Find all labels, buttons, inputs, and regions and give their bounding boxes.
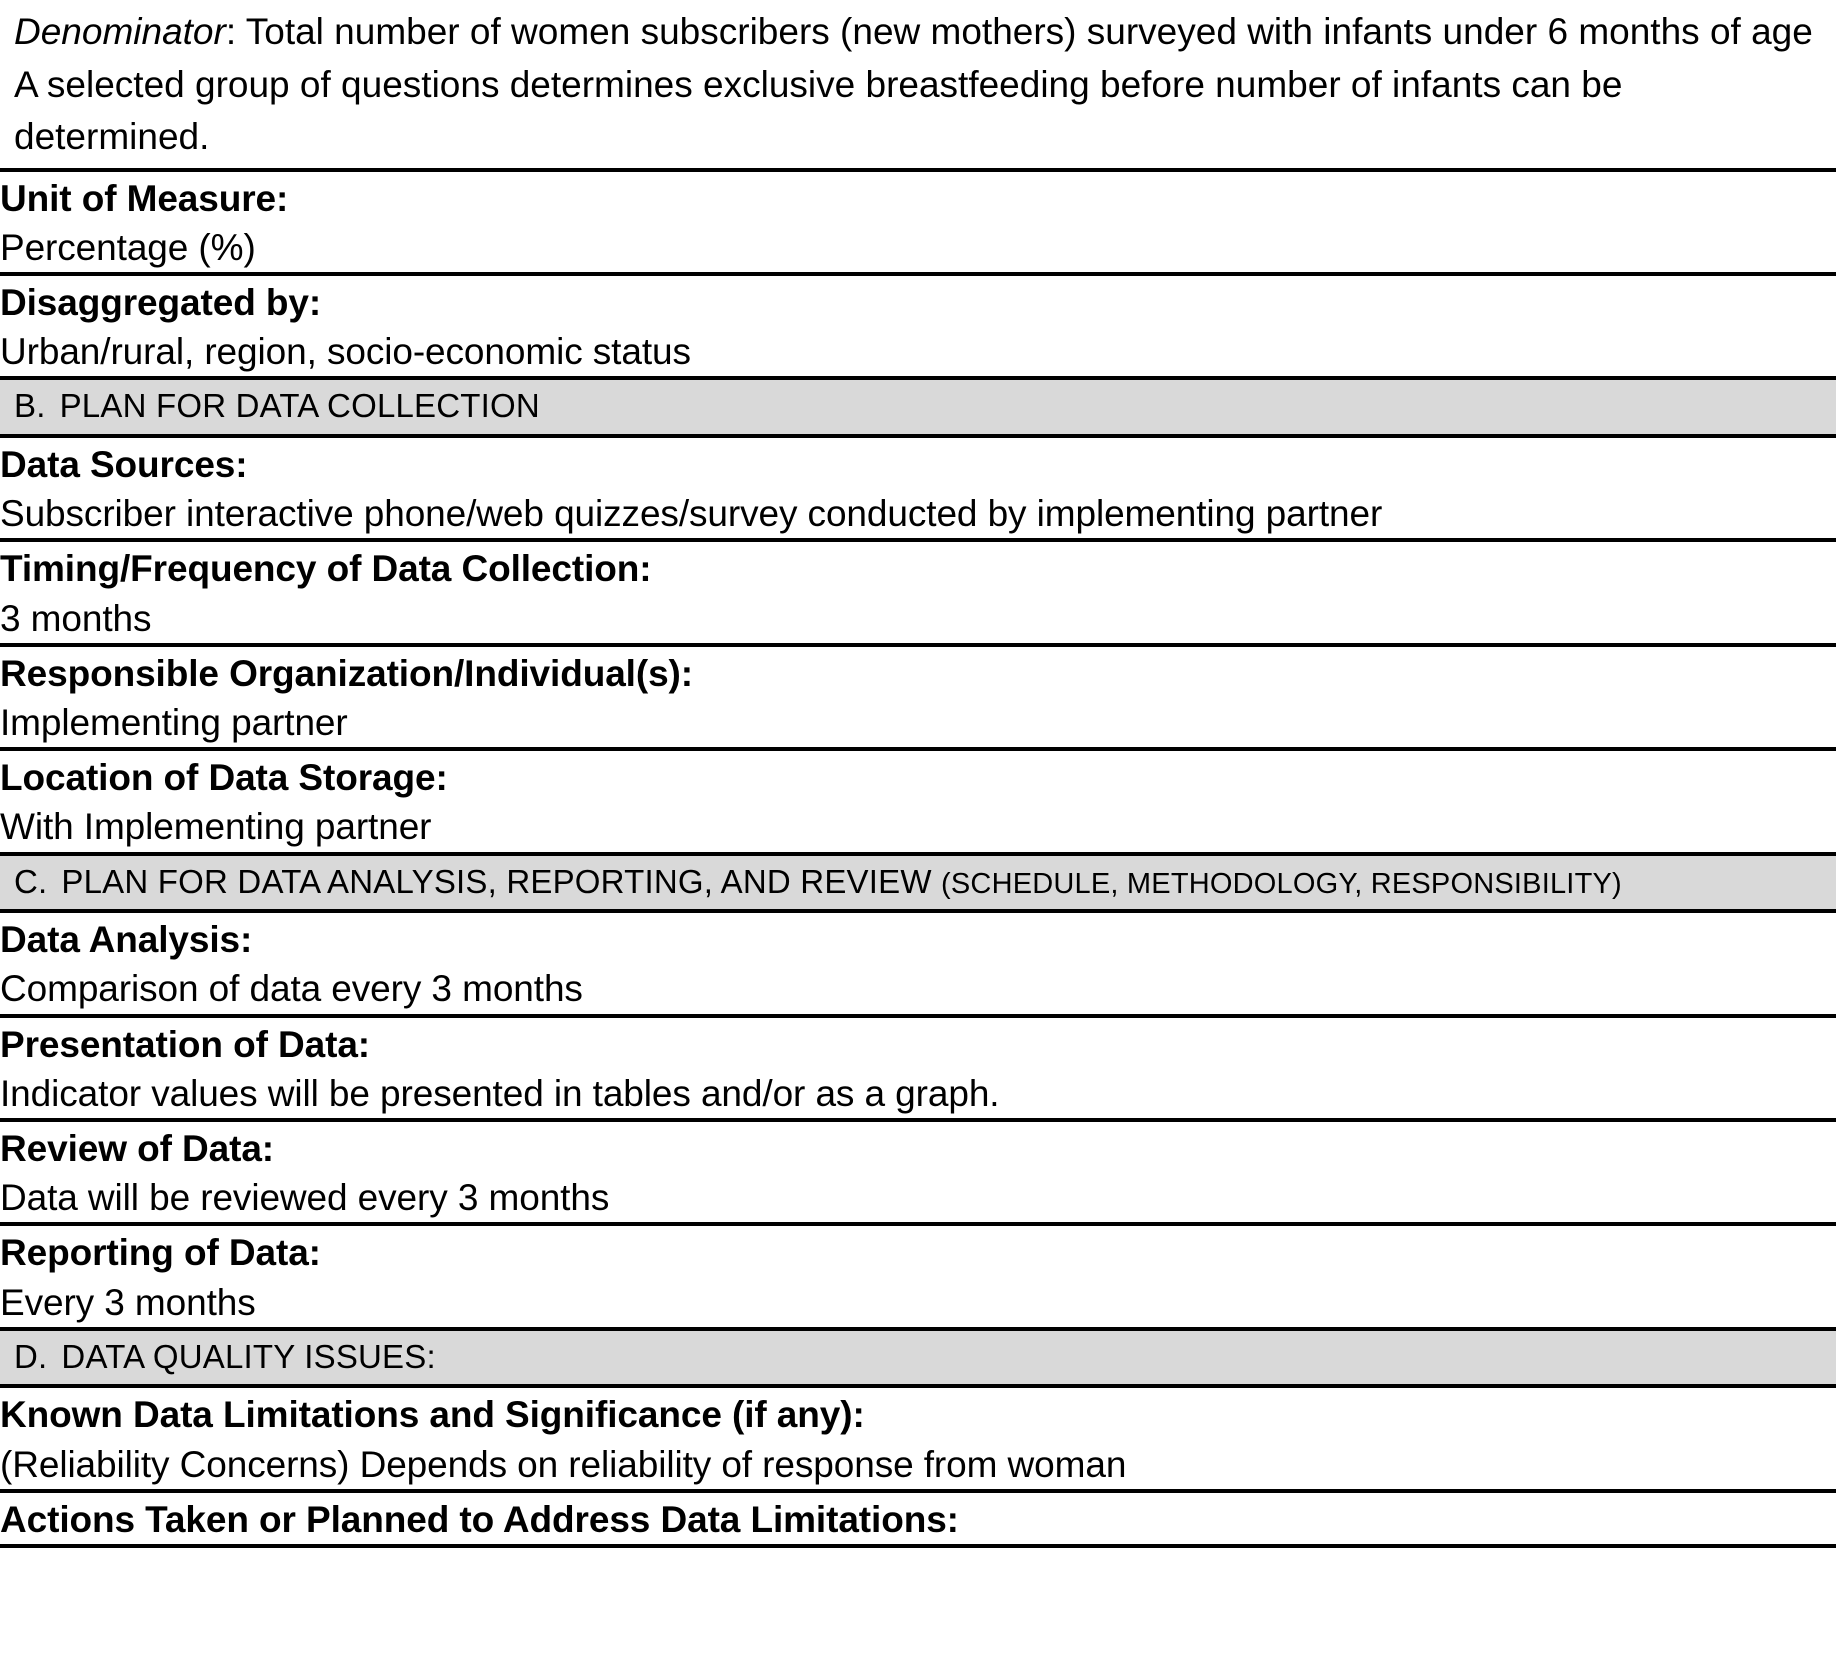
disaggregated-by-cell <box>0 274 1836 378</box>
data-sources-cell <box>0 436 1836 540</box>
section-header-b <box>0 378 1836 436</box>
review-of-data-cell <box>0 1120 1836 1224</box>
reporting-of-data-label: Reporting of Data: <box>0 1232 321 1274</box>
location-of-storage-cell <box>0 749 1836 853</box>
table-row <box>0 645 1836 749</box>
responsible-org-label: Responsible Organization/Individual(s): <box>0 652 693 694</box>
table-row <box>0 436 1836 540</box>
section-c-parenthetical: (SCHEDULE, METHODOLOGY, RESPONSIBILITY) <box>941 867 1622 900</box>
reporting-of-data-value: Every 3 months <box>0 1281 256 1323</box>
table-row <box>0 911 1836 1015</box>
denominator-text: : Total number of women subscribers (new mothers) surveyed with infants under 6 months of age <box>225 11 1813 52</box>
denominator-cell <box>0 0 1836 170</box>
denominator-label: Denominator <box>14 11 226 52</box>
table-row <box>0 854 1836 912</box>
section-d-title: DATA QUALITY ISSUES: <box>61 1337 436 1375</box>
table-row <box>0 1386 1836 1490</box>
known-limitations-value: (Reliability Concerns) Depends on reliability of response from woman <box>0 1443 1127 1485</box>
actions-taken-cell <box>0 1491 1836 1546</box>
table-row <box>0 540 1836 644</box>
location-of-storage-value: With Implementing partner <box>0 806 432 848</box>
section-c-title: PLAN FOR DATA ANALYSIS, REPORTING, AND REVIEW <box>61 862 942 900</box>
known-limitations-label: Known Data Limitations and Significance (if any): <box>0 1394 865 1436</box>
presentation-of-data-label: Presentation of Data: <box>0 1023 371 1065</box>
known-limitations-cell <box>0 1386 1836 1490</box>
responsible-org-cell <box>0 645 1836 749</box>
table-row <box>0 170 1836 274</box>
timing-frequency-cell <box>0 540 1836 644</box>
table-row <box>0 378 1836 436</box>
section-header-d <box>0 1329 1836 1387</box>
timing-frequency-value: 3 months <box>0 597 152 639</box>
table-row <box>0 1329 1836 1387</box>
data-sources-label: Data Sources: <box>0 444 248 485</box>
location-of-storage-label: Location of Data Storage: <box>0 757 448 799</box>
data-sources-value: Subscriber interactive phone/web quizzes/survey conducted by implementing partner <box>0 493 1383 535</box>
table-row <box>0 749 1836 853</box>
section-d-letter: D. <box>14 1337 48 1375</box>
table-row <box>0 0 1836 170</box>
table-row <box>0 1491 1836 1546</box>
section-c-letter: C. <box>14 862 48 900</box>
table-row <box>0 1016 1836 1120</box>
unit-of-measure-cell <box>0 170 1836 274</box>
section-b-letter: B. <box>14 387 46 425</box>
table-row <box>0 1120 1836 1224</box>
reporting-of-data-cell <box>0 1224 1836 1328</box>
timing-frequency-label: Timing/Frequency of Data Collection: <box>0 548 652 590</box>
presentation-of-data-cell <box>0 1016 1836 1120</box>
section-header-c <box>0 854 1836 912</box>
disaggregated-by-label: Disaggregated by: <box>0 282 322 323</box>
data-analysis-cell <box>0 911 1836 1015</box>
presentation-of-data-value: Indicator values will be presented in tables and/or as a graph. <box>0 1072 1000 1114</box>
denominator-note: A selected group of questions determines exclusive breastfeeding before number of infants can be determined. <box>14 63 1623 158</box>
actions-taken-label: Actions Taken or Planned to Address Data Limitations: <box>0 1498 959 1540</box>
unit-of-measure-value: Percentage (%) <box>0 226 256 268</box>
table-row <box>0 1224 1836 1328</box>
section-b-title: PLAN FOR DATA COLLECTION <box>59 387 540 425</box>
data-analysis-value: Comparison of data every 3 months <box>0 968 583 1010</box>
review-of-data-value: Data will be reviewed every 3 months <box>0 1177 610 1219</box>
data-analysis-label: Data Analysis: <box>0 919 253 961</box>
review-of-data-label: Review of Data: <box>0 1128 275 1170</box>
disaggregated-by-value: Urban/rural, region, socio-economic status <box>0 331 691 373</box>
table-row <box>0 274 1836 378</box>
unit-of-measure-label: Unit of Measure: <box>0 177 289 219</box>
responsible-org-value: Implementing partner <box>0 702 348 744</box>
denominator-line <box>14 6 1828 59</box>
